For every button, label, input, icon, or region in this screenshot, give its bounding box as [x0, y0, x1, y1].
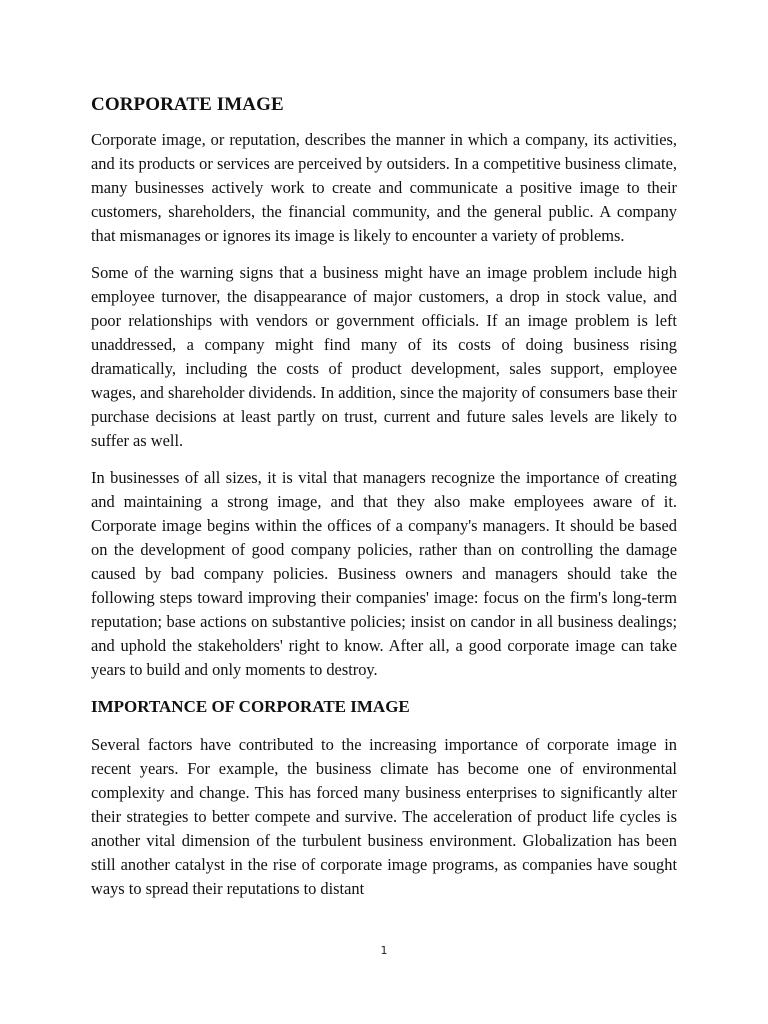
page-number: 1 [380, 944, 388, 957]
paragraph-2: Some of the warning signs that a business might have an image problem include high employee turnover, the disappearance of major customers, a drop in stock value, and poor relationships with vendors or government officials. If an image problem is left unaddressed, a company might find many of its costs of doing business rising dramatically, including the costs of product development, sales support, employee wages, and shareholder dividends. In addition, since the majority of consumers base their purchase decisions at least partly on trust, current and future sales levels are likely to suffer as well. [91, 263, 677, 450]
document-title: CORPORATE IMAGE [91, 94, 284, 115]
section-paragraph-1: Several factors have contributed to the increasing importance of corporate image in recent years. For example, the business climate has become one of environmental complexity and change. This has forced many business enterprises to significantly alter their strategies to better compete and survive. The acceleration of product life cycles is another vital dimension of the turbulent business environment. Globalization has been still another catalyst in the rise of corporate image programs, as companies have sought ways to spread their reputations to distant [91, 735, 677, 898]
section-heading: IMPORTANCE OF CORPORATE IMAGE [91, 697, 410, 716]
document-page [91, 93, 677, 901]
paragraph-1: Corporate image, or reputation, describes the manner in which a company, its activities, and its products or services are perceived by outsiders. In a competitive business climate, many businesses actively work to create and communicate a positive image to their customers, shareholders, the financial community, and the general public. A company that mismanages or ignores its image is likely to encounter a variety of problems. [91, 130, 677, 245]
paragraph-3: In businesses of all sizes, it is vital that managers recognize the importance of creating and maintaining a strong image, and that they also make employees aware of it. Corporate image begins within the offices of a company's managers. It should be based on the development of good company policies, rather than on controlling the damage caused by bad company policies. Business owners and managers should take the following steps toward improving their companies' image: focus on the firm's long-term reputation; base actions on substantive policies; insist on candor in all business dealings; and uphold the stakeholders' right to know. After all, a good corporate image can take years to build and only moments to destroy. [91, 468, 677, 679]
